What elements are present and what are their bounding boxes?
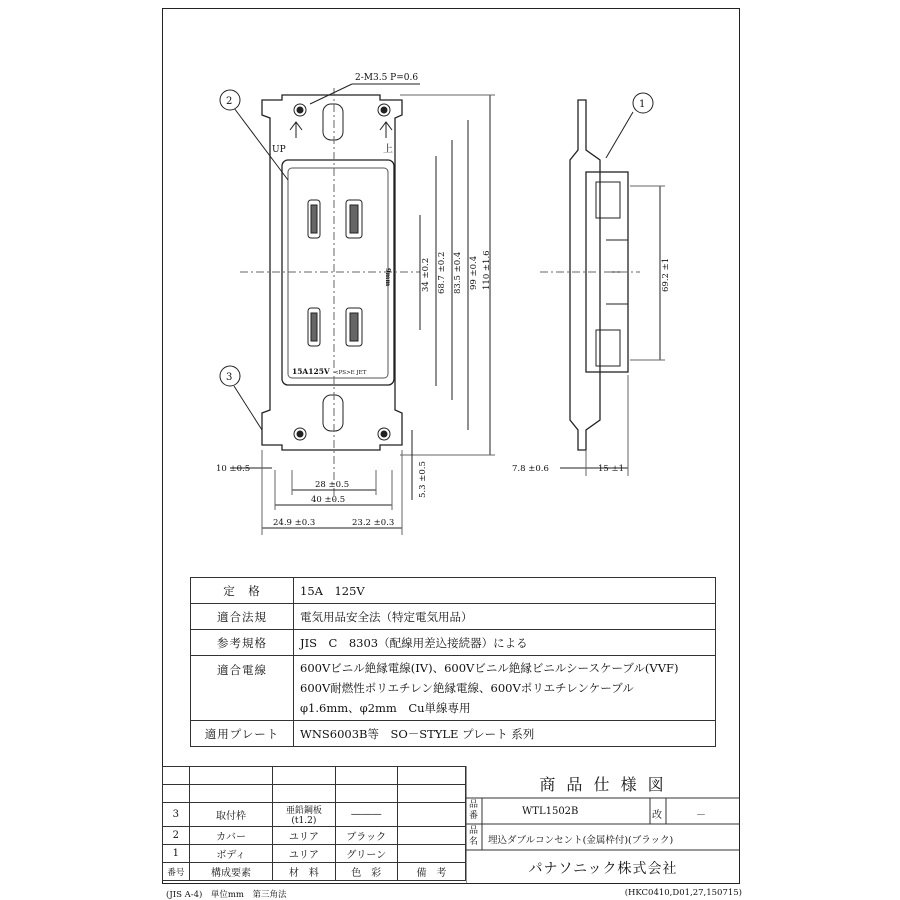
dim-40: 40 ±0.5	[311, 495, 346, 505]
spec-row	[191, 604, 716, 630]
dim-7-8: 7.8 ±0.6	[512, 464, 549, 474]
parts-header-color: 色 彩	[335, 863, 397, 881]
callout-3: 3	[226, 372, 233, 383]
part-note	[397, 827, 465, 845]
kai-label: 改	[652, 810, 662, 821]
part-material: ユリア	[273, 845, 335, 863]
jet-label: <PS>E JET	[334, 370, 367, 376]
part-color: ―――	[335, 803, 397, 827]
side-view	[570, 100, 600, 450]
dim-34: 34 ±0.2	[421, 257, 431, 292]
parts-header-material: 材 料	[273, 863, 335, 881]
parts-header-name: 構成要素	[189, 863, 273, 881]
footer-left: (JIS A-4) 単位mm 第三角法	[166, 890, 287, 900]
part-no: 1	[163, 845, 190, 863]
spec-row	[191, 578, 716, 604]
callout-2: 2	[226, 96, 233, 107]
spec-value-line: JIS C 8303（配線用差込接続器）による	[300, 635, 528, 650]
parts-row	[163, 845, 466, 863]
hinmei-value: 埋込ダブルコンセント(金属枠付)(ブラック)	[488, 835, 674, 846]
rating-label: 15A125V	[292, 367, 330, 376]
dim-83-5: 83.5 ±0.4	[453, 251, 463, 294]
part-material: ユリア	[273, 827, 335, 845]
part-name: ボディ	[189, 845, 273, 863]
dim-24-9: 24.9 ±0.3	[273, 518, 316, 528]
up-kanji: 上	[383, 144, 393, 155]
spec-value-line: 電気用品安全法（特定電気用品）	[300, 609, 473, 624]
dim-10: 10 ±0.5	[216, 464, 251, 474]
up-label: UP	[272, 145, 286, 155]
part-material: 亜鉛鋼板(t1.2)	[273, 803, 335, 827]
dim-69-2: 69.2 ±1	[661, 257, 671, 292]
parts-header-no: 番号	[163, 863, 190, 881]
spec-value	[294, 721, 716, 747]
hinban-label: 品番	[469, 800, 479, 821]
spec-table	[190, 577, 716, 747]
part-color: グリーン	[335, 845, 397, 863]
spec-value-line: 600Vビニル絶縁電線(IV)、600Vビニル絶縁ビニルシースケーブル(VVF)	[300, 661, 679, 675]
parts-table	[162, 766, 466, 881]
spec-key: 定 格	[191, 578, 294, 604]
part-no: 3	[163, 803, 190, 827]
hinmei-label: 品名	[469, 826, 479, 847]
part-note	[397, 803, 465, 827]
part-color: ブラック	[335, 827, 397, 845]
brand-label: 9mm	[384, 268, 392, 287]
spec-value	[294, 656, 716, 721]
dim-28: 28 ±0.5	[315, 480, 350, 490]
parts-blank-row	[163, 785, 466, 803]
dim-15: 15 ±1	[598, 464, 625, 474]
spec-value	[294, 578, 716, 604]
part-note	[397, 845, 465, 863]
dim-99: 99 ±0.4	[469, 255, 479, 290]
footer-right: (HKC0410,D01,27,150715)	[624, 888, 742, 898]
spec-value	[294, 630, 716, 656]
screw-label: 2-M3.5 P=0.6	[355, 73, 419, 83]
parts-row	[163, 803, 466, 827]
spec-row	[191, 656, 716, 721]
callout-1: 1	[639, 99, 646, 110]
part-no: 2	[163, 827, 190, 845]
kai-value: －	[696, 810, 706, 821]
parts-blank-row	[163, 767, 466, 785]
title-text: 商 品 仕 様 図	[539, 775, 667, 794]
parts-row	[163, 827, 466, 845]
dim-23-2: 23.2 ±0.3	[352, 518, 395, 528]
part-name: カバー	[189, 827, 273, 845]
spec-key: 参考規格	[191, 630, 294, 656]
spec-value-line: 15A 125V	[300, 583, 365, 598]
dim-68-7: 68.7 ±0.2	[437, 251, 447, 294]
dim-110: 110 ±1.6	[482, 250, 492, 290]
spec-key: 適合電線	[191, 656, 294, 721]
dim-5-3: 5.3 ±0.5	[418, 461, 428, 498]
spec-value-line: WNS6003B等 SO－STYLE プレート 系列	[300, 726, 535, 741]
spec-row	[191, 721, 716, 747]
parts-header-row	[163, 863, 466, 881]
spec-key: 適合法規	[191, 604, 294, 630]
part-name: 取付枠	[189, 803, 273, 827]
title-block	[466, 766, 740, 884]
spec-key: 適用プレート	[191, 721, 294, 747]
spec-value	[294, 604, 716, 630]
parts-header-note: 備 考	[397, 863, 465, 881]
hinban-value: WTL1502B	[522, 806, 579, 817]
company-name: パナソニック株式会社	[528, 861, 678, 877]
spec-row	[191, 630, 716, 656]
spec-value-line: 600V耐燃性ポリエチレン絶縁電線、600Vポリエチレンケーブル	[300, 681, 634, 695]
spec-value-line: φ1.6mm、φ2mm Cu単線専用	[300, 701, 471, 715]
